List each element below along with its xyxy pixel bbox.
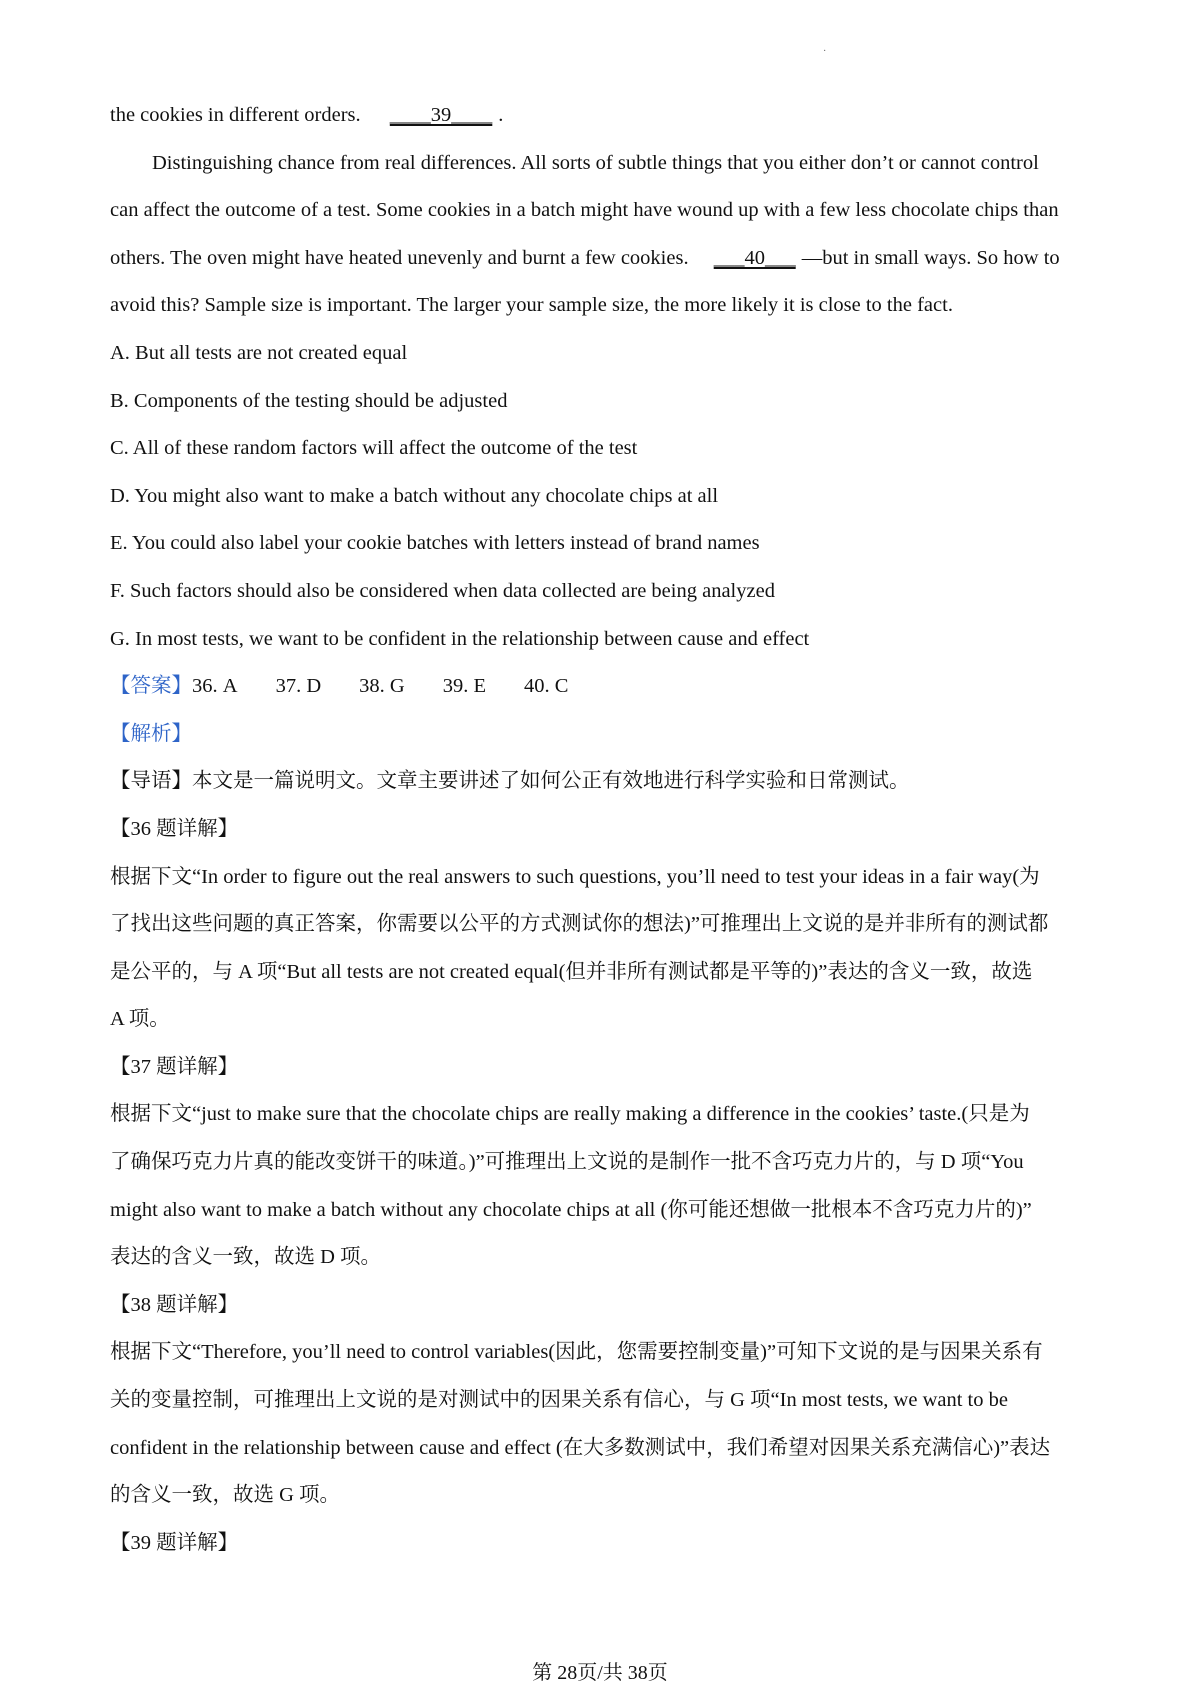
- option-f: F. Such factors should also be considered when data collected are being analyzed: [110, 579, 775, 602]
- answer-item: 37. D: [275, 675, 322, 698]
- q36-line: A 项。: [110, 1008, 170, 1031]
- answer-item: 36. A: [192, 675, 238, 698]
- q39-heading: 【39 题详解】: [110, 1531, 239, 1554]
- passage-line-3: can affect the outcome of a test. Some cookies in a batch might have wound up with a few less chocolate chips than: [110, 199, 1059, 222]
- analysis-label-line: [110, 711, 1100, 759]
- page-content: [110, 92, 1100, 1567]
- blank-39: ____39____: [389, 104, 493, 126]
- passage-text: the cookies in different orders.: [110, 104, 361, 126]
- option-g: G. In most tests, we want to be confident in the relationship between cause and effect: [110, 627, 810, 650]
- blank-40: ___40___: [713, 246, 796, 269]
- intro-label: 【导语】: [110, 770, 192, 793]
- q38-line: confident in the relationship between cause and effect (在大多数测试中，我们希望对因果关系充满信心)”表达: [110, 1436, 1051, 1459]
- passage-line-1: [110, 92, 1100, 140]
- answer-label: 【答案】: [110, 675, 192, 698]
- analysis-label: 【解析】: [110, 722, 192, 745]
- q37-heading: 【37 题详解】: [110, 1055, 239, 1078]
- passage-line-2: Distinguishing chance from real differences. All sorts of subtle things that you either don’t or cannot control: [152, 151, 1039, 174]
- q36-line: 是公平的，与 A 项“But all tests are not created equal(但并非所有测试都是平等的)”表达的含义一致，故选: [110, 960, 1033, 983]
- q36-heading: 【36 题详解】: [110, 817, 239, 840]
- answer-item: 38. G: [359, 675, 405, 698]
- q37-line: might also want to make a batch without any chocolate chips at all (你可能还想做一批根本不含巧克力片的)”: [110, 1198, 1032, 1221]
- option-b: B. Components of the testing should be adjusted: [110, 389, 508, 412]
- answer-item: 39. E: [442, 675, 486, 698]
- passage-text: others. The oven might have heated unevenly and burnt a few cookies.: [110, 246, 689, 269]
- passage-line-4: [110, 235, 1100, 283]
- q38-line: 的含义一致，故选 G 项。: [110, 1484, 341, 1507]
- option-c: C. All of these random factors will affect the outcome of the test: [110, 437, 638, 460]
- scan-dot: ·: [823, 46, 827, 57]
- answer-item: 40. C: [523, 675, 569, 698]
- q36-line: 根据下文“In order to figure out the real answers to such questions, you’ll need to test your ideas in a fair way(为: [110, 865, 1040, 888]
- intro-line: [110, 758, 1100, 806]
- q37-line: 根据下文“just to make sure that the chocolate chips are really making a difference in the cookies’ taste.(只是为: [110, 1103, 1030, 1126]
- page-footer: 第 28页/共 38页: [532, 1662, 668, 1684]
- q37-line: 了确保巧克力片真的能改变饼干的味道。)”可推理出上文说的是制作一批不含巧克力片的，与 D 项“You: [110, 1151, 1024, 1174]
- q38-heading: 【38 题详解】: [110, 1293, 239, 1316]
- answer-line: [110, 663, 1100, 711]
- q38-line: 根据下文“Therefore, you’ll need to control variables(因此，您需要控制变量)”可知下文说的是与因果关系有: [110, 1341, 1043, 1364]
- option-e: E. You could also label your cookie batches with letters instead of brand names: [110, 532, 760, 555]
- intro-text: 本文是一篇说明文。文章主要讲述了如何公正有效地进行科学实验和日常测试。: [192, 770, 910, 793]
- q37-line: 表达的含义一致，故选 D 项。: [110, 1246, 382, 1269]
- option-d: D. You might also want to make a batch without any chocolate chips at all: [110, 484, 719, 507]
- q36-line: 了找出这些问题的真正答案，你需要以公平的方式测试你的想法)”可推理出上文说的是并非所有的测试都: [110, 913, 1049, 936]
- passage-text: .: [498, 104, 504, 126]
- passage-line-5: avoid this? Sample size is important. The larger your sample size, the more likely it is close to the fact.: [110, 294, 953, 317]
- passage-text: —but in small ways. So how to: [801, 246, 1060, 269]
- option-a: A. But all tests are not created equal: [110, 341, 408, 364]
- q38-line: 关的变量控制，可推理出上文说的是对测试中的因果关系有信心，与 G 项“In most tests, we want to be: [110, 1389, 1008, 1412]
